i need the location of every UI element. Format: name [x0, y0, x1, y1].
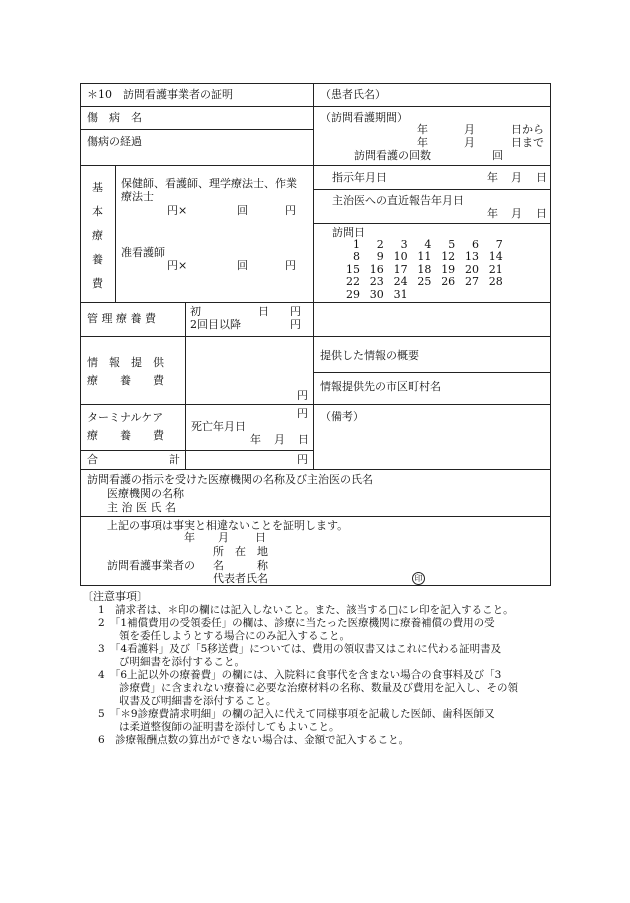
mgmt-first: 初 [190, 305, 201, 318]
certify-text: 上記の事項は事実と相違ないことを証明します。 [107, 519, 349, 532]
calendar-day: 23 [369, 275, 384, 289]
info-summary-label: 提供した情報の概要 [320, 349, 419, 362]
calendar-day: 29 [346, 287, 360, 301]
calendar-day: 26 [441, 275, 456, 289]
institution-name-label: 医療機関の名称 [107, 487, 184, 500]
doctor-name-label: 主 治 医 氏 名 [107, 501, 176, 514]
death-day: 日 [298, 433, 309, 446]
terminal-label-2: 療 養 費 [87, 429, 164, 442]
staff-nurse-label: 保健師、看護師、理学療法士、作業 [121, 177, 297, 190]
calendar-day: 16 [369, 262, 384, 276]
certify-month: 月 [218, 531, 229, 544]
calendar-day: 12 [441, 250, 456, 264]
calendar-day: 19 [441, 262, 456, 276]
total-label-1: 合 [87, 453, 98, 466]
from-year: 年 [417, 123, 428, 136]
staff2-yen: 円× [167, 259, 188, 272]
order-day: 日 [536, 171, 547, 184]
border-terminal [80, 450, 313, 451]
from-day: 日から [511, 123, 544, 136]
calendar-day: 24 [393, 275, 408, 289]
basic-label-char: 療 [92, 229, 103, 242]
info-label-2: 療 養 費 [87, 374, 164, 387]
calendar-day: 28 [488, 275, 503, 289]
calendar-day: 9 [376, 250, 384, 264]
total-label-2: 計 [169, 453, 180, 466]
staff1-times: 回 [237, 204, 248, 217]
note-line: 4 「6上記以外の療養費」の欄には、入院料に食事代を含まない場合の食事料及び「3 [98, 669, 502, 681]
mgmt-yen-2: 円 [290, 318, 301, 331]
order-month: 月 [511, 171, 522, 184]
visit-count-label: 訪問看護の回数 [354, 149, 431, 162]
border-disease [80, 129, 313, 130]
calendar-day: 31 [393, 287, 408, 301]
death-year: 年 [250, 433, 261, 446]
border-bottom [80, 585, 551, 586]
representative-label: 代表者氏名 [213, 572, 268, 585]
calendar-day: 30 [369, 287, 384, 301]
border-report [313, 223, 551, 224]
calendar-day: 7 [495, 238, 503, 251]
basic-label-char: 費 [92, 277, 103, 290]
note-line: 6 診療報酬点数の算出ができない場合は、金額で記入すること。 [98, 734, 410, 746]
calendar-day: 27 [465, 275, 479, 289]
seal-mark: 印 [412, 572, 425, 585]
calendar-day: 11 [417, 250, 432, 264]
calendar-day: 10 [393, 250, 408, 264]
staff1-yen: 円× [167, 204, 188, 217]
visit-days-label: 訪問日 [332, 226, 365, 239]
note-line: 2 「1補償費用の受領委任」の欄は、診療に当たった医療機関に療養補償の費用の受 [98, 617, 495, 629]
border-row1 [80, 106, 551, 107]
calendar-day: 22 [346, 275, 360, 289]
calendar-day: 8 [353, 250, 360, 264]
border-right [550, 83, 551, 586]
calendar-day: 18 [417, 262, 432, 276]
staff1-yen2: 円 [285, 204, 296, 217]
calendar-day: 3 [400, 238, 408, 251]
visit-count-unit: 回 [492, 149, 503, 162]
staff2-yen2: 円 [285, 259, 296, 272]
total-yen: 円 [297, 453, 308, 466]
visit-period-label: （訪問看護期間） [320, 111, 408, 124]
border-basic-label [115, 165, 116, 302]
staff2-times: 回 [237, 259, 248, 272]
provider-name-label: 名 称 [213, 559, 268, 572]
mgmt-yen-1: 円 [290, 305, 301, 318]
note-line: 3 「4看護料」及び「5移送費」については、費用の領収書又はこれに代わる証明書及 [98, 643, 502, 655]
report-month: 月 [511, 207, 522, 220]
border-row2 [80, 165, 551, 166]
note-line: 収書及び明細書を添付すること。 [98, 695, 277, 707]
calendar-day: 2 [376, 238, 384, 251]
report-year: 年 [487, 207, 498, 220]
certify-day: 日 [255, 531, 266, 544]
basic-label-char: 基 [92, 181, 103, 194]
basic-label-char: 本 [92, 205, 103, 218]
border-mid-label [185, 302, 186, 469]
report-day: 日 [536, 207, 547, 220]
border-mgmt [80, 336, 551, 337]
calendar-day: 14 [488, 250, 503, 264]
note-line: は柔道整復師の証明書を添付してもよいこと。 [98, 721, 340, 733]
calendar-day: 1 [353, 238, 360, 251]
mgmt-day: 日 [258, 305, 269, 318]
order-year: 年 [487, 171, 498, 184]
calendar-day: 15 [346, 262, 360, 276]
border-basic [80, 302, 551, 303]
cert-title: ＊10 訪問看護事業者の証明 [87, 88, 233, 101]
remarks-label: （備考） [320, 410, 364, 423]
to-month: 月 [464, 136, 475, 149]
border-info [80, 404, 551, 405]
terminal-label-1: ターミナルケア [87, 411, 164, 424]
institution-title: 訪問看護の指示を受けた医療機関の名称及び主治医の氏名 [87, 473, 373, 486]
calendar-day: 17 [393, 262, 408, 276]
patient-name-label: （患者氏名） [320, 88, 386, 101]
order-date-label: 指示年月日 [332, 171, 387, 184]
assistant-nurse-label: 准看護師 [121, 246, 165, 259]
to-year: 年 [417, 136, 428, 149]
info-yen: 円 [297, 389, 308, 402]
address-label: 所 在 地 [213, 545, 268, 558]
mgmt-second: 2回目以降 [190, 318, 241, 331]
note-line: 1 請求者は、＊印の欄には記入しないこと。また、該当する□にレ印を記入すること。 [98, 604, 514, 616]
note-line: 5 「＊9診療費請求明細」の欄の記入に代えて同様事項を記載した医師、歯科医師又 [98, 708, 495, 720]
info-label-1: 情 報 提 供 [87, 356, 164, 369]
border-left [80, 83, 81, 586]
calendar-day: 5 [448, 238, 456, 251]
border-summary [313, 372, 551, 373]
from-month: 月 [464, 123, 475, 136]
border-total [80, 469, 551, 470]
border-top [80, 83, 551, 84]
calendar-day: 13 [465, 250, 479, 264]
mgmt-label: 管 理 療 養 費 [87, 312, 156, 325]
calendar-day: 4 [424, 238, 432, 251]
notes-title: 〔注意事項〕 [82, 590, 148, 603]
border-order [313, 189, 551, 190]
calendar-day: 6 [472, 238, 479, 251]
terminal-yen: 円 [297, 407, 308, 420]
provider-label: 訪問看護事業者の [107, 559, 195, 572]
border-center [313, 83, 314, 470]
note-line: 領を委任しようとする場合にのみ記入すること。 [98, 630, 350, 642]
disease-course-label: 傷病の経過 [87, 135, 142, 148]
basic-label-char: 養 [92, 253, 103, 266]
border-institution [80, 516, 551, 517]
report-date-label: 主治医への直近報告年月日 [332, 194, 464, 207]
certify-year: 年 [184, 531, 195, 544]
note-line: 診療費」に含まれない療養に必要な治療材料の名称、数量及び費用を記入し、その領 [98, 682, 518, 694]
info-city-label: 情報提供先の市区町村名 [320, 380, 441, 393]
calendar-day: 25 [417, 275, 432, 289]
death-month: 月 [274, 433, 285, 446]
calendar-day: 20 [465, 262, 479, 276]
note-line: び明細書を添付すること。 [98, 656, 245, 668]
disease-name-label: 傷 病 名 [87, 111, 142, 124]
calendar-day: 21 [488, 262, 503, 276]
staff-nurse-label-2: 療法士 [121, 190, 154, 203]
death-date-label: 死亡年月日 [191, 420, 246, 433]
to-day: 日まで [511, 136, 544, 149]
